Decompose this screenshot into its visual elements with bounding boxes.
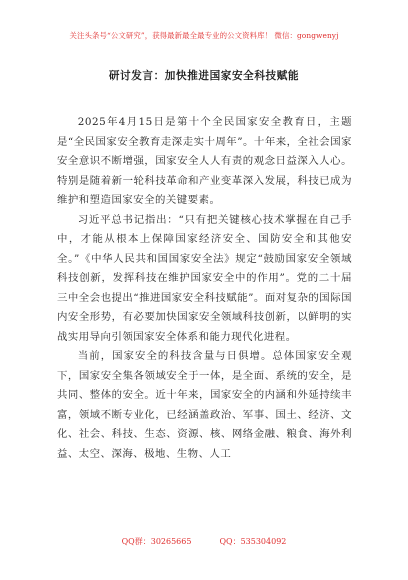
paragraph-2: 习近平总书记指出：“只有把关键核心技术掌握在自己手中，才能从根本上保障国家经济安全、国防安全和其他安全。”《中华人民共和国国家安全法》规定“鼓励国家安全领域科技创新，发挥科技在维护国家安全中的作用”。党的二十届三中全会也提出“推进国家安全科技赋能”。面对复杂的国际国内安全形势，有必要加快国家安全领域科技创新，以鲜明的实战实用导向引领国家安全体系和能力现代化进程。: [57, 213, 352, 343]
footer-qq-group: QQ群：30265665: [121, 537, 192, 546]
footer-contact: [0, 536, 408, 547]
paragraph-1: 2025年4月15日是第十个全民国家安全教育日，主题是“全民国家安全教育走深走实十周年”。十年来，全社会国家安全意识不断增强，国家安全人人有责的观念日益深入人心。特别是随着新一轮科技革命和产业变革深入发展，科技已成为维护和塑造国家安全的关键要素。: [57, 116, 352, 206]
header-notice: 关注头条号“公文研究”，获得最新最全最专业的公文资料库！ 微信：gongwenyj: [69, 31, 339, 40]
paragraph-3: 当前，国家安全的科技含量与日俱增。总体国家安全观下，国家安全集各领域安全于一体，是全面、系统的安全，是共同、整体的安全。近十年来，国家安全的内涵和外延持续丰富，领域不断专业化，已经涵盖政治、军事、国土、经济、文化、社会、科技、生态、资源、核、网络金融、粮食、海外利益、太空、深海、极地、生物、人工: [57, 350, 352, 460]
document-title: 研讨发言：加快推进国家安全科技赋能: [108, 70, 300, 82]
footer-qq-number: QQ：535304092: [219, 537, 287, 546]
document-body: [57, 113, 352, 464]
